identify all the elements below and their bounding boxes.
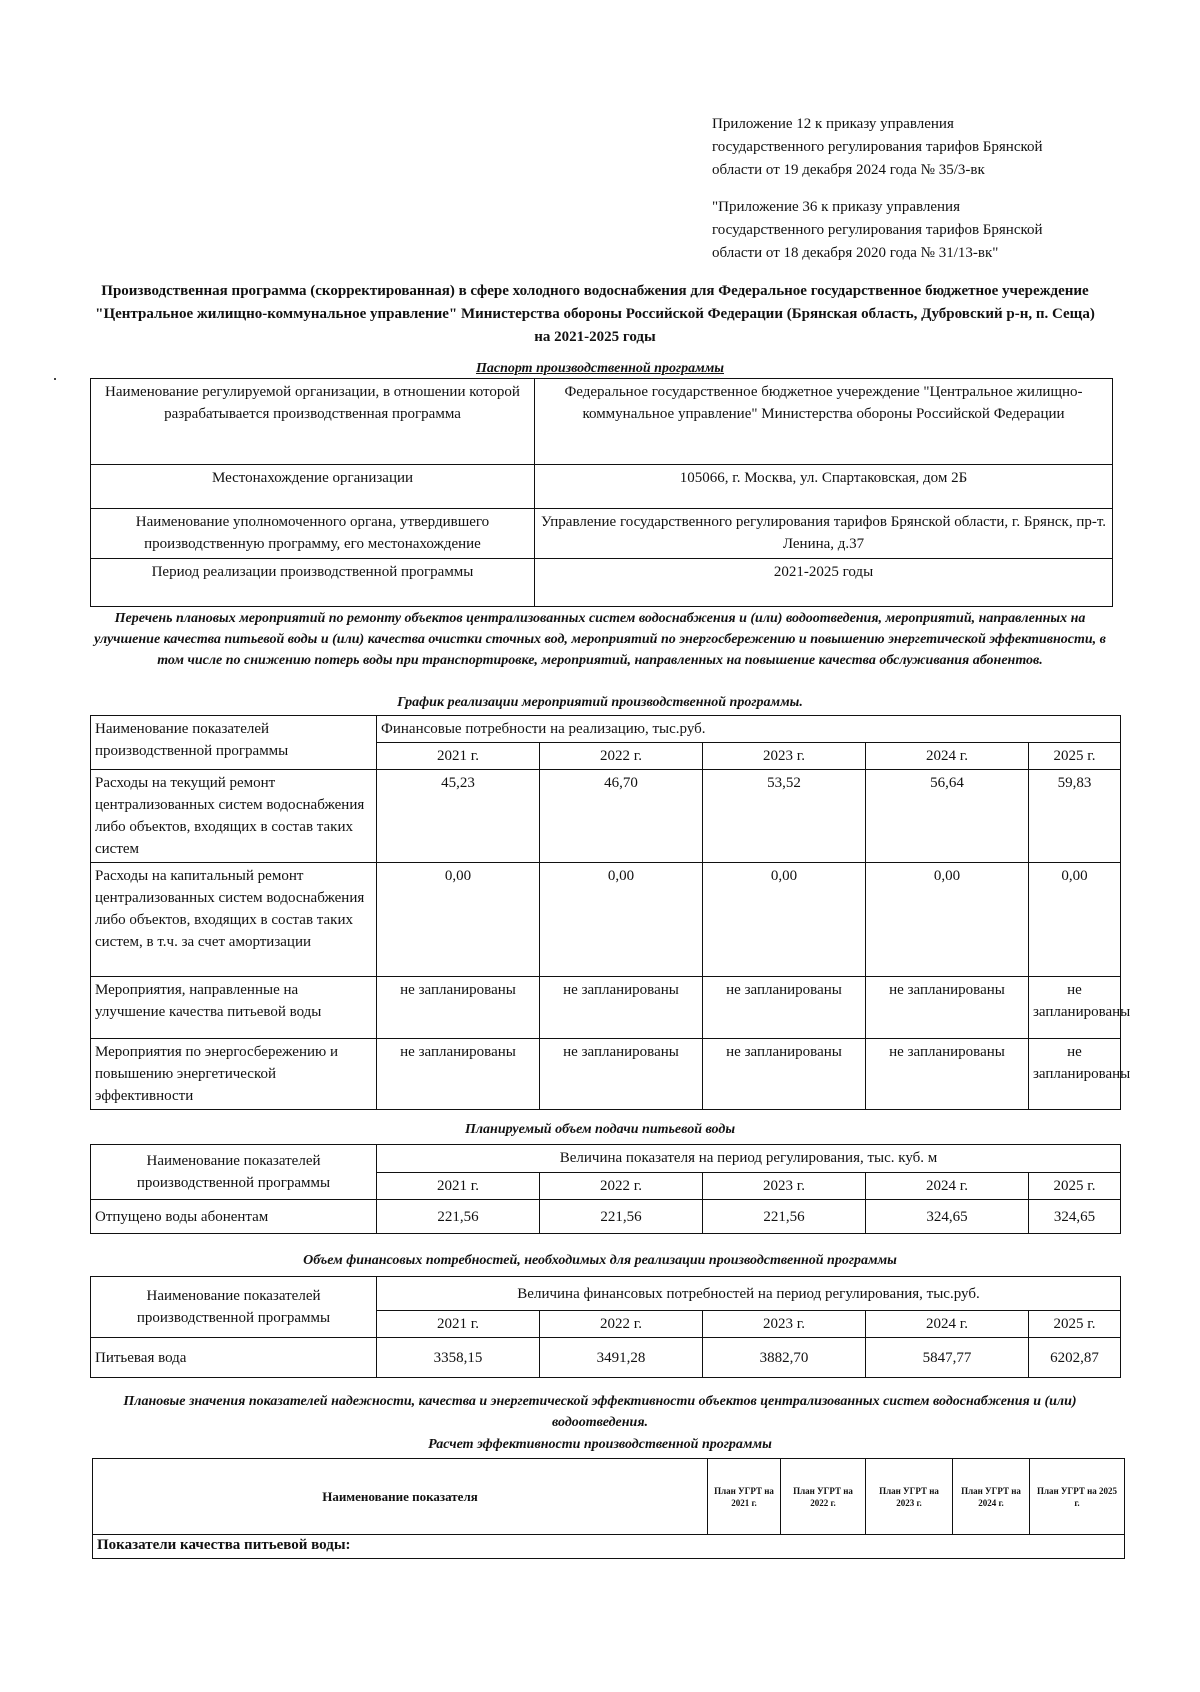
cell-value: 0,00 xyxy=(1029,863,1121,977)
finance-table xyxy=(90,1276,1121,1378)
passport-label: Период реализации производственной программы xyxy=(91,559,535,607)
year-header: 2021 г. xyxy=(377,743,540,770)
supply-caption: Планируемый объем подачи питьевой воды xyxy=(464,1122,736,1137)
passport-value: Федеральное государственное бюджетное учереждение "Центральное жилищно-коммунальное управление" Министерства обороны Российской Федерации xyxy=(535,379,1113,465)
plan-header: План УГРТ на 2023 г. xyxy=(866,1459,953,1535)
cell-value: 3358,15 xyxy=(377,1338,540,1378)
row-label: Отпущено воды абонентам xyxy=(91,1200,377,1234)
cell-value: 0,00 xyxy=(866,863,1029,977)
row-label: Расходы на капитальный ремонт централизованных систем водоснабжения либо объектов, входящих в состав таких систем, в т.ч. за счет амортизации xyxy=(91,863,377,977)
table-header-row xyxy=(91,1277,1121,1311)
reliability-caption: Плановые значения показателей надежности, качества и энергетической эффективности объектов централизованных систем водоснабжения и (или) водоотведения. xyxy=(123,1394,1077,1430)
reliability-table xyxy=(92,1458,1125,1559)
table-row xyxy=(91,1200,1121,1234)
table-row xyxy=(91,559,1113,607)
section-label: Показатели качества питьевой воды: xyxy=(93,1535,1125,1559)
cell-value: 0,00 xyxy=(703,863,866,977)
table-row xyxy=(93,1535,1125,1559)
cell-value: не запланированы xyxy=(540,1039,703,1110)
plan-header: План УГРТ на 2024 г. xyxy=(953,1459,1030,1535)
cell-value: не запланированы xyxy=(866,1039,1029,1110)
cell-value: 46,70 xyxy=(540,770,703,863)
appendix-line: Приложение 12 к приказу управления xyxy=(712,116,954,132)
passport-value: Управление государственного регулирования тарифов Брянской области, г. Брянск, пр-т. Ленина, д.37 xyxy=(535,509,1113,559)
appendix-line: "Приложение 36 к приказу управления xyxy=(712,199,960,215)
header-label: Наименование показателей производственной программы xyxy=(91,1145,377,1200)
cell-value: 221,56 xyxy=(377,1200,540,1234)
cell-value: 221,56 xyxy=(703,1200,866,1234)
cell-value: 59,83 xyxy=(1029,770,1121,863)
cell-value: не запланированы xyxy=(377,1039,540,1110)
table-row xyxy=(91,465,1113,509)
cell-value: не запланированы xyxy=(703,1039,866,1110)
year-header: 2024 г. xyxy=(866,1311,1029,1338)
year-header: 2021 г. xyxy=(377,1173,540,1200)
year-header: 2025 г. xyxy=(1029,743,1121,770)
cell-value: 5847,77 xyxy=(866,1338,1029,1378)
finance-caption: Объем финансовых потребностей, необходимых для реализации производственной программы xyxy=(303,1253,897,1268)
table-row xyxy=(91,509,1113,559)
measures-caption: Перечень плановых мероприятий по ремонту объектов централизованных систем водоснабжения и (или) водоотведения, мероприятий, направленных на улучшение качества питьевой воды и (или) качества очистки сточных вод, мероприятий по энергосбережению и повышению энергетической эффективности, в том числе по снижению потерь воды при транспортировке, мероприятий, направленных на повышение качества обслуживания абонентов. xyxy=(94,611,1106,668)
table-header-row xyxy=(93,1459,1125,1535)
year-header: 2021 г. xyxy=(377,1311,540,1338)
cell-value: 3882,70 xyxy=(703,1338,866,1378)
passport-value: 105066, г. Москва, ул. Спартаковская, дом 2Б xyxy=(535,465,1113,509)
cell-value: не запланированы xyxy=(377,977,540,1039)
cell-value: 324,65 xyxy=(1029,1200,1121,1234)
passport-label: Наименование регулируемой организации, в отношении которой разрабатывается производственная программа xyxy=(91,379,535,465)
year-header: 2022 г. xyxy=(540,1173,703,1200)
table-row xyxy=(91,1338,1121,1378)
cell-value: не запланированы xyxy=(1029,977,1121,1039)
reliability-caption-2: Расчет эффективности производственной программы xyxy=(428,1437,772,1452)
passport-caption: Паспорт производственной программы xyxy=(475,361,725,376)
cell-value: 0,00 xyxy=(540,863,703,977)
measures-table xyxy=(90,715,1131,1110)
year-header: 2024 г. xyxy=(866,743,1029,770)
header-group: Финансовые потребности на реализацию, тыс.руб. xyxy=(377,716,1121,743)
table-header-row xyxy=(91,716,1121,743)
year-header: 2022 г. xyxy=(540,743,703,770)
header-group: Величина показателя на период регулирования, тыс. куб. м xyxy=(377,1145,1121,1173)
cell-value: не запланированы xyxy=(540,977,703,1039)
plan-header: План УГРТ на 2025 г. xyxy=(1030,1459,1125,1535)
cell-value: не запланированы xyxy=(866,977,1029,1039)
cell-value: 324,65 xyxy=(866,1200,1029,1234)
table-row xyxy=(91,770,1121,863)
appendix-header-1 xyxy=(712,113,1043,182)
passport-value: 2021-2025 годы xyxy=(535,559,1113,607)
cell-value: 221,56 xyxy=(540,1200,703,1234)
plan-header: План УГРТ на 2021 г. xyxy=(708,1459,781,1535)
year-header: 2023 г. xyxy=(703,1173,866,1200)
header-label: Наименование показателей производственной программы xyxy=(91,1277,377,1338)
year-header: 2024 г. xyxy=(866,1173,1029,1200)
table-row xyxy=(91,1039,1121,1110)
supply-table xyxy=(90,1144,1121,1234)
appendix-line: области от 18 декабря 2020 года № 31/13-вк" xyxy=(712,245,999,261)
cell-value: 53,52 xyxy=(703,770,866,863)
appendix-line: государственного регулирования тарифов Брянской xyxy=(712,222,1043,238)
cell-value: 3491,28 xyxy=(540,1338,703,1378)
table-header-row xyxy=(91,1145,1121,1173)
appendix-line: государственного регулирования тарифов Брянской xyxy=(712,139,1043,155)
scan-speck xyxy=(54,378,56,380)
header-group: Величина финансовых потребностей на период регулирования, тыс.руб. xyxy=(377,1277,1121,1311)
year-header: 2023 г. xyxy=(703,1311,866,1338)
cell-value: 56,64 xyxy=(866,770,1029,863)
year-header: 2022 г. xyxy=(540,1311,703,1338)
appendix-header-2 xyxy=(712,196,1043,265)
passport-label: Местонахождение организации xyxy=(91,465,535,509)
header-label: Наименование показателя xyxy=(93,1459,708,1535)
row-label: Расходы на текущий ремонт централизованных систем водоснабжения либо объектов, входящих в состав таких систем xyxy=(91,770,377,863)
document-title: Производственная программа (скорректированная) в сфере холодного водоснабжения для Федеральное государственное бюджетное учереждение "Центральное жилищно-коммунальное управление" Министерства обороны Российской Федерации (Брянская область, Дубровский р-н, п. Сеща) на 2021-2025 годы xyxy=(95,283,1095,345)
appendix-line: области от 19 декабря 2024 года № 35/3-вк xyxy=(712,162,985,178)
year-header: 2025 г. xyxy=(1029,1311,1121,1338)
row-label: Мероприятия, направленные на улучшение качества питьевой воды xyxy=(91,977,377,1039)
plan-header: План УГРТ на 2022 г. xyxy=(781,1459,866,1535)
header-label: Наименование показателей производственной программы xyxy=(91,716,377,770)
year-header: 2025 г. xyxy=(1029,1173,1121,1200)
table-row xyxy=(91,977,1121,1039)
table-row xyxy=(91,379,1113,465)
cell-value: 45,23 xyxy=(377,770,540,863)
table-row xyxy=(91,863,1121,977)
row-label: Мероприятия по энергосбережению и повышению энергетической эффективности xyxy=(91,1039,377,1110)
cell-value: 6202,87 xyxy=(1029,1338,1121,1378)
cell-value: не запланированы xyxy=(703,977,866,1039)
cell-value: не запланированы xyxy=(1029,1039,1121,1110)
passport-label: Наименование уполномоченного органа, утвердившего производственную программу, его местонахождение xyxy=(91,509,535,559)
year-header: 2023 г. xyxy=(703,743,866,770)
passport-table xyxy=(90,378,1113,607)
cell-value: 0,00 xyxy=(377,863,540,977)
row-label: Питьевая вода xyxy=(91,1338,377,1378)
measures-caption-2: График реализации мероприятий производственной программы. xyxy=(397,695,803,710)
